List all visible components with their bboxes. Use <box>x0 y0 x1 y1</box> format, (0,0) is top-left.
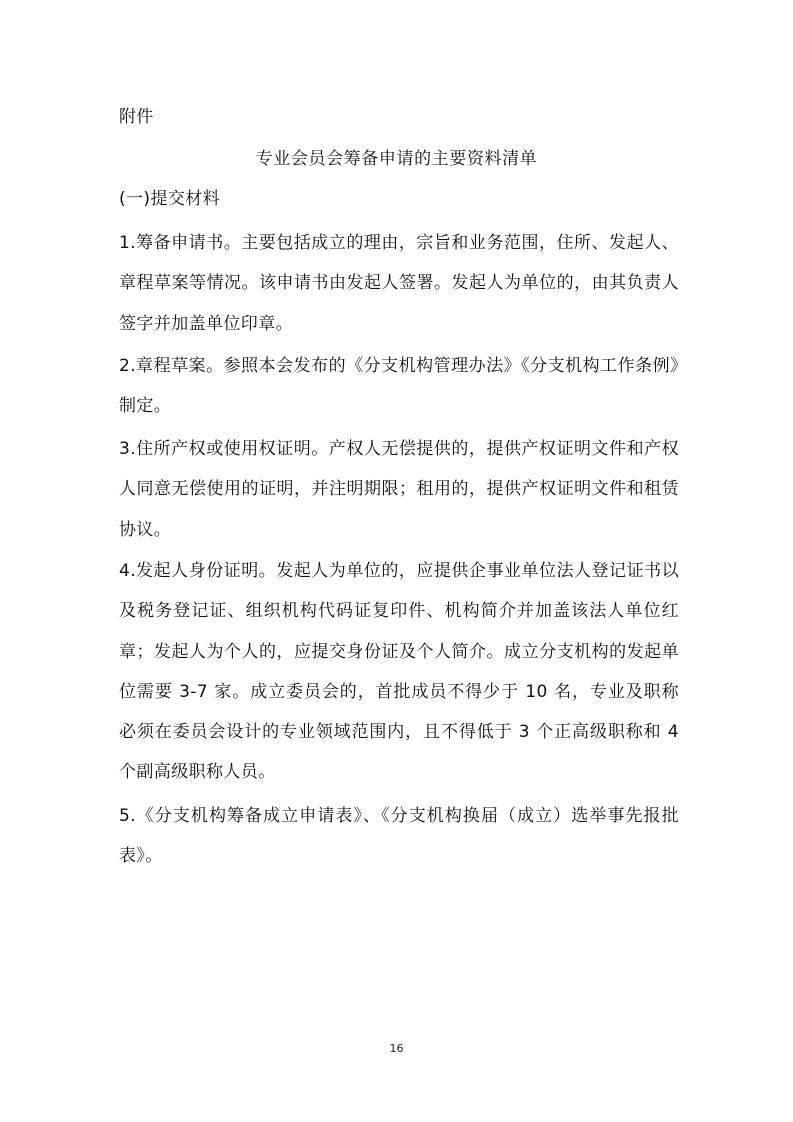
section-heading: (一)提交材料 <box>119 189 221 209</box>
document-title: 专业会员会筹备申请的主要资料清单 <box>255 149 538 169</box>
list-item-1: 1.筹备申请书。主要包括成立的理由，宗旨和业务范围，住所、发起人、章程草案等情况。该申请书由发起人签署。发起人为单位的，由其负责人签字并加盖单位印章。 <box>119 233 679 334</box>
list-item-2: 2.章程草案。参照本会发布的《分支机构管理办法》《分支机构工作条例》制定。 <box>119 356 679 417</box>
list-item-4: 4.发起人身份证明。发起人为单位的，应提供企事业单位法人登记证书以及税务登记证、组织机构代码证复印件、机构简介并加盖该法人单位红章；发起人为个人的，应提交身份证及个人简介。成立分支机构的发起单位需要 3-7 家。成立委员会的，首批成员不得少于 10 名，专业及职称必须在委员会设计的专业领域范围内，且不得低于 3 个正高级职称和 4 个副高级职称人员。 <box>119 561 679 783</box>
list-item-5: 5.《分支机构筹备成立申请表》、《分支机构换届（成立）选举事先报批表》。 <box>119 806 679 867</box>
page-number: 16 <box>389 1042 404 1055</box>
attachment-label: 附件 <box>119 107 154 127</box>
list-item-3: 3.住所产权或使用权证明。产权人无偿提供的，提供产权证明文件和产权人同意无偿使用的证明，并注明期限；租用的，提供产权证明文件和租赁协议。 <box>119 439 679 540</box>
